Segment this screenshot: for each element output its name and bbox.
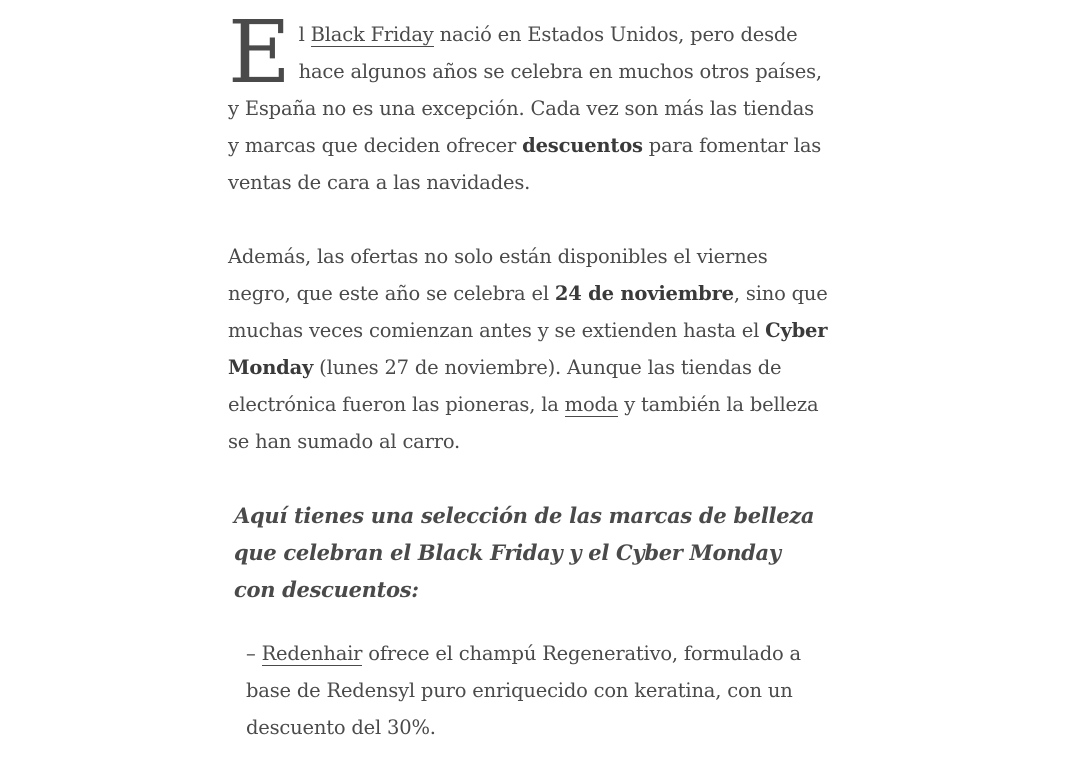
redenhair-link[interactable]: Redenhair — [261, 642, 363, 665]
date-bold: 24 de noviembre — [554, 282, 734, 305]
article-body — [228, 3, 828, 746]
descuentos-bold: descuentos — [522, 134, 643, 157]
drop-cap-letter: E — [228, 3, 291, 103]
second-text-c: (lunes 27 de noviembre). Aunque las tiendas de electrónica fueron las pioneras, la — [228, 356, 782, 416]
intro-text-start: l — [298, 23, 311, 46]
second-text-b: , sino que muchas veces comienzan antes y se extienden hasta el — [228, 282, 828, 342]
intro-paragraph — [228, 3, 828, 201]
list-item-text: ofrece el champú Regenerativo, formulado a base de Redensyl puro enriquecido con keratina, con un descuento del 30%. — [246, 642, 801, 739]
second-paragraph — [228, 238, 828, 460]
second-text-a: Además, las ofertas no solo están disponibles el viernes negro, que este año se celebra el — [228, 245, 768, 305]
intro-text-a: nació en Estados Unidos, pero desde hace algunos años se celebra en muchos otros países, y España no es una excepción. Cada vez son más las tiendas y marcas que deciden ofrecer — [228, 23, 822, 157]
list-dash: – — [246, 642, 262, 665]
moda-link[interactable]: moda — [564, 393, 619, 416]
highlight-intro: Aquí tienes una selección de las marcas de belleza que celebran el Black Friday y el Cyber Monday con descuentos: — [234, 503, 815, 602]
black-friday-link[interactable]: Black Friday — [310, 23, 434, 46]
second-text-d: y también la belleza se han sumado al carro. — [228, 393, 819, 453]
intro-text-b: para fomentar las ventas de cara a las navidades. — [228, 134, 822, 194]
cyber-monday-bold: Cyber Monday — [228, 319, 828, 379]
list-item — [246, 635, 828, 746]
